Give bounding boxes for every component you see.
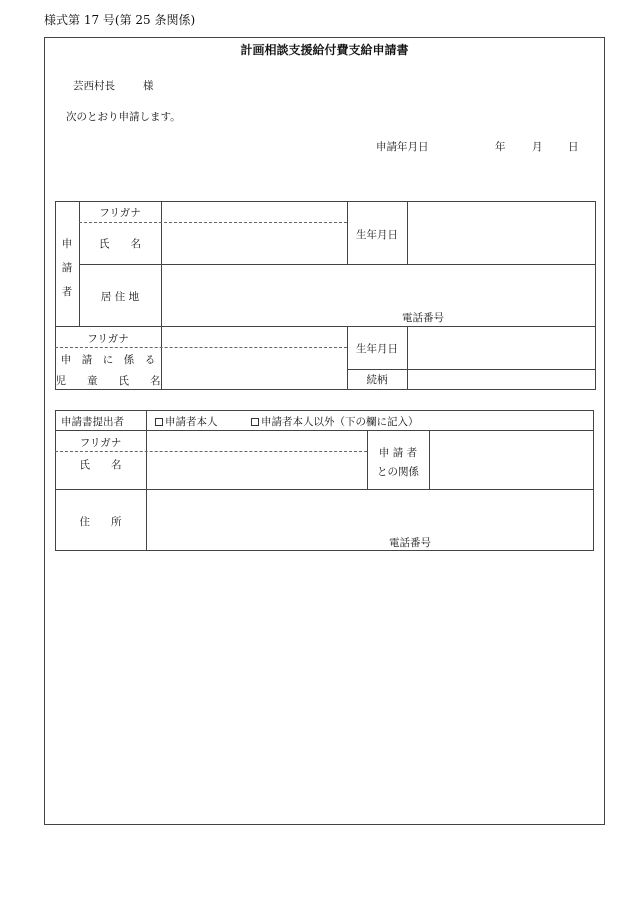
divider [347, 369, 596, 370]
month-field[interactable] [510, 138, 530, 156]
applicant-section-label: 申 請 者 [61, 238, 73, 298]
addressee-honorific: 様 [143, 80, 154, 92]
intro-text: 次のとおり申請します。 [66, 111, 181, 123]
checkbox-self[interactable] [155, 418, 163, 426]
divider [161, 201, 162, 390]
applicant-name-label: 氏 名 [99, 238, 141, 250]
relation-label-line2: との関係 [377, 466, 419, 478]
applicant-furigana-input[interactable] [163, 203, 345, 221]
child-name-input[interactable] [163, 349, 345, 388]
child-birth-input[interactable] [409, 328, 594, 367]
furigana-divider [55, 451, 367, 452]
day-field[interactable] [547, 138, 567, 156]
submitter-furigana-label: フリガナ [79, 437, 122, 449]
submitter-name-label: 氏 名 [79, 459, 122, 471]
divider [367, 430, 368, 489]
applicant-phone-label: 電話番号 [402, 312, 444, 324]
form-number: 様式第 17 号(第 25 条関係) [44, 13, 196, 27]
submitter-name-input[interactable] [148, 453, 365, 487]
divider [429, 430, 430, 489]
relation-label-line1: 申 請 者 [378, 447, 418, 459]
date-label: 申請年月日 [376, 141, 429, 153]
divider [79, 264, 596, 265]
checkbox-other[interactable] [251, 418, 259, 426]
month-label: 月 [532, 141, 543, 153]
furigana-divider [79, 222, 347, 223]
divider [407, 201, 408, 264]
child-label-line2: 児 童 氏 名 [55, 375, 161, 387]
child-relation-label: 続柄 [366, 374, 388, 386]
applicant-name-input[interactable] [163, 224, 345, 262]
form-title: 計画相談支援給付費支給申請書 [240, 43, 409, 57]
submitter-phone-label: 電話番号 [389, 537, 431, 549]
child-relation-input[interactable] [409, 371, 594, 388]
applicant-birth-label: 生年月日 [356, 229, 398, 241]
option-other[interactable]: 申請者本人以外（下の欄に記入） [251, 416, 419, 428]
child-furigana-label: フリガナ [87, 333, 129, 345]
submitter-address-label: 住 所 [79, 516, 122, 528]
divider [55, 326, 596, 327]
divider [55, 430, 594, 431]
child-label-line1: 申 請 に 係 る [60, 354, 156, 366]
applicant-address-input[interactable] [163, 266, 594, 310]
submitter-label: 申請書提出者 [61, 416, 124, 428]
furigana-divider [55, 347, 347, 348]
divider [407, 326, 408, 390]
child-furigana-input[interactable] [163, 328, 345, 346]
applicant-birth-input[interactable] [409, 203, 594, 262]
submitter-furigana-input[interactable] [148, 432, 365, 450]
applicant-furigana-label: フリガナ [99, 207, 141, 219]
submitter-address-input[interactable] [148, 491, 592, 535]
year-field[interactable] [440, 138, 492, 156]
addressee-name: 芸西村長 [73, 80, 115, 92]
divider [146, 410, 147, 551]
submitter-relation-input[interactable] [431, 432, 592, 487]
day-label: 日 [568, 141, 579, 153]
child-birth-label: 生年月日 [356, 343, 398, 355]
divider [55, 489, 594, 490]
year-label: 年 [495, 141, 506, 153]
applicant-phone-input[interactable] [450, 311, 594, 325]
option-self[interactable]: 申請者本人 [155, 416, 218, 428]
submitter-phone-input[interactable] [438, 536, 592, 550]
applicant-address-label: 居 住 地 [100, 291, 140, 303]
